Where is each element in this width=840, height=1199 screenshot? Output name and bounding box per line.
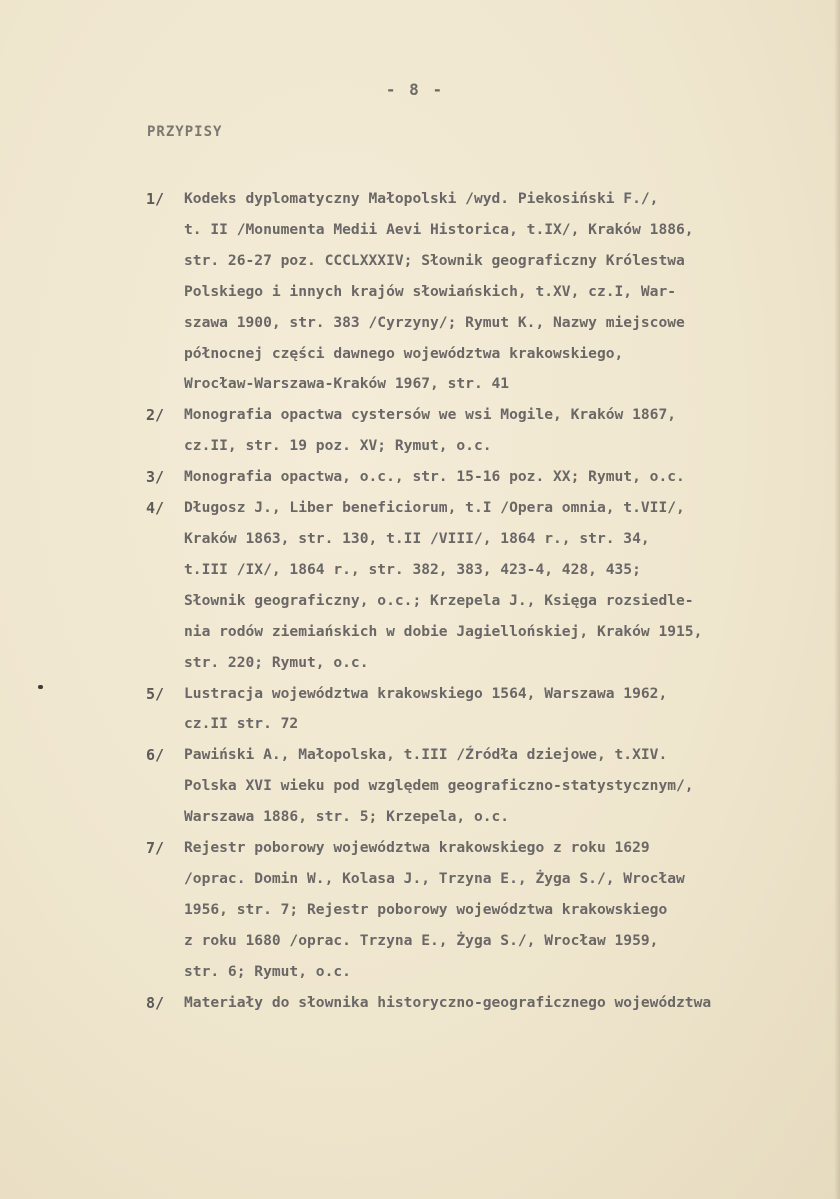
footnote-line: Wrocław-Warszawa-Kraków 1967, str. 41 <box>184 375 510 393</box>
footnote-line: t. II /Monumenta Medii Aevi Historica, t.IX/, Kraków 1886, <box>184 220 694 238</box>
footnote-line: str. 6; Rymut, o.c. <box>184 962 351 980</box>
footnote-4 <box>146 493 828 678</box>
footnote-line: Polska XVI wieku pod względem geograficzno-statystycznym/, <box>184 777 694 795</box>
footnote-number: 2/ <box>146 406 165 425</box>
footnote-number: 4/ <box>146 499 165 518</box>
footnote-text <box>184 833 828 988</box>
footnote-line: Monografia opactwa cystersów we wsi Mogile, Kraków 1867, <box>184 406 677 424</box>
footnote-line: szawa 1900, str. 383 /Cyrzyny/; Rymut K., Nazwy miejscowe <box>184 313 685 331</box>
ink-speck <box>38 685 43 689</box>
footnote-line: t.III /IX/, 1864 r., str. 382, 383, 423-4, 428, 435; <box>184 560 641 578</box>
footnote-line: Rejestr poborowy województwa krakowskiego z roku 1629 <box>184 839 650 857</box>
footnote-number: 5/ <box>146 684 165 703</box>
footnote-line: cz.II str. 72 <box>184 715 299 733</box>
footnote-line: Materiały do słownika historyczno-geograficznego województwa <box>184 993 712 1011</box>
footnote-number: 7/ <box>146 839 165 858</box>
footnote-line: Długosz J., Liber beneficiorum, t.I /Opera omnia, t.VII/, <box>184 499 685 517</box>
footnote-text <box>184 988 828 1019</box>
footnote-text <box>184 184 828 400</box>
footnote-7 <box>146 833 828 988</box>
footnote-line: /oprac. Domin W., Kolasa J., Trzyna E., Żyga S./, Wrocław <box>184 869 685 887</box>
footnote-number: 1/ <box>146 190 165 208</box>
footnote-text <box>184 740 828 833</box>
page-edge-shadow <box>834 0 840 1199</box>
footnote-line: Monografia opactwa, o.c., str. 15-16 poz. XX; Rymut, o.c. <box>184 468 685 486</box>
footnote-line: str. 26-27 poz. CCCLXXXIV; Słownik geograficzny Królestwa <box>184 251 685 269</box>
footnote-number: 6/ <box>146 746 165 765</box>
footnote-line: Polskiego i innych krajów słowiańskich, t.XV, cz.I, War- <box>184 282 677 300</box>
footnote-line: cz.II, str. 19 poz. XV; Rymut, o.c. <box>184 437 492 455</box>
footnote-line: str. 220; Rymut, o.c. <box>184 653 369 671</box>
footnote-line: Słownik geograficzny, o.c.; Krzepela J., Księga rozsiedle- <box>184 591 694 609</box>
footnote-text <box>184 493 828 678</box>
footnote-text <box>184 679 828 741</box>
footnote-line: Lustracja województwa krakowskiego 1564, Warszawa 1962, <box>184 684 668 702</box>
footnote-number: 3/ <box>146 468 165 487</box>
footnote-1 <box>146 184 828 400</box>
footnote-line: Kodeks dyplomatyczny Małopolski /wyd. Piekosiński F./, <box>184 190 659 207</box>
footnote-2 <box>146 400 828 462</box>
footnote-8 <box>146 988 828 1019</box>
footnote-line: Pawiński A., Małopolska, t.III /Źródła dziejowe, t.XIV. <box>184 746 668 764</box>
footnote-5 <box>146 679 828 741</box>
footnote-line: północnej części dawnego województwa krakowskiego, <box>184 344 624 362</box>
footnote-line: 1956, str. 7; Rejestr poborowy województwa krakowskiego <box>184 900 668 918</box>
footnote-line: Warszawa 1886, str. 5; Krzepela, o.c. <box>184 808 510 826</box>
footnote-line: nia rodów ziemiańskich w dobie Jagiellońskiej, Kraków 1915, <box>184 622 703 640</box>
footnote-line: Kraków 1863, str. 130, t.II /VIII/, 1864 r., str. 34, <box>184 529 650 547</box>
section-heading: PRZYPISY <box>147 124 223 140</box>
page-number: - 8 - <box>385 80 445 99</box>
footnote-text <box>184 462 828 493</box>
footnote-3 <box>146 462 828 493</box>
footnote-text <box>184 400 828 462</box>
footnote-6 <box>146 740 828 833</box>
footnote-number: 8/ <box>146 993 165 1012</box>
footnote-line: z roku 1680 /oprac. Trzyna E., Żyga S./, Wrocław 1959, <box>184 931 659 949</box>
footnotes-list <box>146 184 828 1018</box>
